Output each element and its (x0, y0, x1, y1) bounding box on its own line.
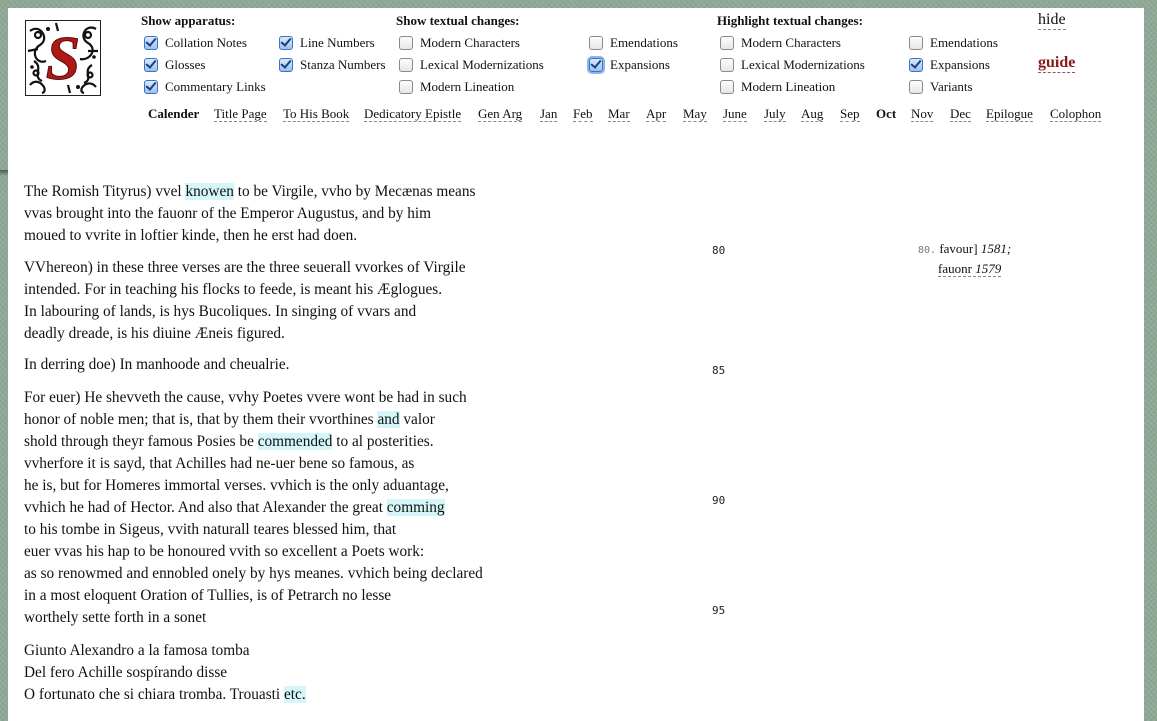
show-lexical-modernizations-option[interactable] (399, 57, 544, 73)
guide-link[interactable]: guide (1038, 54, 1076, 71)
collation-note-lemma: favour] (939, 241, 978, 256)
show-modern-lineation-label: Modern Lineation (420, 79, 515, 94)
highlight-emendations-option[interactable] (909, 35, 998, 51)
text-line: he is, but for Homeres immortal verses. vvhich is the only aduantage, (24, 477, 449, 494)
text-line: honor of noble men; that is, that by them their vvorthines and valor (24, 411, 435, 428)
line-number: 90 (712, 494, 726, 507)
highlight-variants-checkbox[interactable] (909, 80, 923, 94)
logo-illustration (26, 21, 100, 95)
text-line: deadly dreade, is his diuine Æneis figured. (24, 325, 285, 342)
show-collation-notes-option[interactable] (144, 35, 247, 51)
show-line-numbers-checkbox[interactable] (279, 36, 293, 50)
nav-title-page[interactable]: Title Page (214, 106, 267, 121)
nav-june[interactable]: June (723, 106, 747, 121)
line-number: 95 (712, 604, 726, 617)
controls-header (8, 8, 1144, 171)
text-line: For euer) He shevveth the cause, vvhy Poetes vvere wont be had in such (24, 389, 467, 406)
text-line: to his tombe in Sigeus, vvith naturall teares blessed him, that (24, 521, 397, 538)
line-number: 80 (712, 244, 726, 257)
text-line: The Romish Tityrus) vvel knowen to be Virgile, vvho by Mecænas means (24, 183, 476, 200)
nav-colophon[interactable]: Colophon (1050, 106, 1102, 121)
show-line-numbers-option[interactable] (279, 35, 375, 51)
nav-apr[interactable]: Apr (646, 106, 667, 121)
show-glosses-option[interactable] (144, 57, 205, 73)
show-stanza-numbers-label: Stanza Numbers (300, 57, 386, 72)
highlight-variants-option[interactable] (909, 79, 973, 95)
hide-link[interactable]: hide (1038, 11, 1066, 28)
text-line: as so renowmed and ennobled onely by hys meanes. vvhich being declared (24, 565, 483, 582)
text-line: In derring doe) In manhoode and cheualrie. (24, 356, 290, 373)
highlight-modern-lineation-label: Modern Lineation (741, 79, 836, 94)
show-stanza-numbers-checkbox[interactable] (279, 58, 293, 72)
nav-mar[interactable]: Mar (608, 106, 630, 121)
highlighted-expansion: commended (257, 433, 333, 450)
nav-jan[interactable]: Jan (540, 106, 558, 121)
highlight-lexical-modernizations-checkbox[interactable] (720, 58, 734, 72)
text-line: vvas brought into the fauonr of the Emperor Augustus, and by him (24, 205, 432, 222)
show-apparatus-title: Show apparatus: (141, 13, 236, 28)
show-emendations-label: Emendations (610, 35, 678, 50)
nav-july[interactable]: July (764, 106, 786, 121)
nav-oct-current: Oct (876, 106, 897, 121)
show-emendations-option[interactable] (589, 35, 678, 51)
collation-note-variant[interactable]: fauonr 1579 (938, 261, 1002, 276)
show-expansions-option[interactable] (589, 57, 670, 73)
nav-may[interactable]: May (683, 106, 707, 121)
text-line: euer vvas his hap to be honoured vvith so excellent a Poets work: (24, 543, 425, 560)
highlight-variants-label: Variants (930, 79, 973, 94)
highlight-lexical-modernizations-option[interactable] (720, 57, 865, 73)
highlighted-expansion: etc. (284, 686, 306, 703)
collation-note-number: 80. (918, 245, 937, 256)
show-lexical-modernizations-checkbox[interactable] (399, 58, 413, 72)
text-line: VVhereon) in these three verses are the three seuerall vvorkes of Virgile (24, 259, 466, 276)
show-expansions-label: Expansions (610, 57, 670, 72)
show-commentary-links-label: Commentary Links (165, 79, 266, 94)
show-line-numbers-label: Line Numbers (300, 35, 375, 50)
text-line: worthely sette forth in a sonet (24, 609, 207, 626)
line-number: 85 (712, 364, 726, 377)
highlighted-expansion: knowen (185, 183, 234, 200)
nav-feb[interactable]: Feb (573, 106, 593, 121)
show-emendations-checkbox[interactable] (589, 36, 603, 50)
text-line: moued to vvrite in loftier kinde, then he erst had doen. (24, 227, 358, 244)
highlight-modern-lineation-checkbox[interactable] (720, 80, 734, 94)
nav-calender: Calender (148, 106, 200, 121)
nav-nov[interactable]: Nov (911, 106, 934, 121)
highlight-expansions-option[interactable] (909, 57, 990, 73)
show-expansions-checkbox[interactable] (589, 58, 603, 72)
show-modern-characters-option[interactable] (399, 35, 520, 51)
highlight-modern-characters-option[interactable] (720, 35, 841, 51)
nav-sep[interactable]: Sep (840, 106, 860, 121)
show-stanza-numbers-option[interactable] (279, 57, 386, 73)
decorated-initial-logo (25, 20, 101, 96)
text-line: Del fero Achille sospírando disse (24, 664, 228, 681)
highlight-changes-title: Highlight textual changes: (717, 13, 863, 28)
nav-epilogue[interactable]: Epilogue (986, 106, 1033, 121)
collation-note-year1: 1581; (980, 241, 1012, 256)
text-content (8, 170, 1144, 721)
text-line: vvhich he had of Hector. And also that Alexander the great comming (24, 499, 445, 516)
highlight-modern-characters-checkbox[interactable] (720, 36, 734, 50)
highlight-modern-lineation-option[interactable] (720, 79, 835, 95)
show-changes-title: Show textual changes: (396, 13, 520, 28)
show-commentary-links-option[interactable] (144, 79, 266, 95)
highlighted-expansion: comming (386, 499, 445, 516)
highlight-lexical-modernizations-label: Lexical Modernizations (741, 57, 865, 72)
highlight-expansions-checkbox[interactable] (909, 58, 923, 72)
show-commentary-links-checkbox[interactable] (144, 80, 158, 94)
highlight-emendations-checkbox[interactable] (909, 36, 923, 50)
highlighted-expansion: and (377, 411, 400, 428)
show-modern-lineation-checkbox[interactable] (399, 80, 413, 94)
show-lexical-modernizations-label: Lexical Modernizations (420, 57, 544, 72)
text-line: shold through theyr famous Posies be commended to al posterities. (24, 433, 434, 450)
show-collation-notes-label: Collation Notes (165, 35, 247, 50)
nav-dec[interactable]: Dec (950, 106, 971, 121)
text-line: In labouring of lands, is hys Bucoliques. In singing of vvars and (24, 303, 417, 320)
nav-aug[interactable]: Aug (801, 106, 824, 121)
text-line: in a most eloquent Oration of Tullies, is of Petrarch no lesse (24, 587, 392, 604)
collation-note (918, 240, 1011, 278)
show-glosses-label: Glosses (165, 57, 206, 72)
svg-text:S: S (45, 25, 81, 93)
nav-gen-arg[interactable]: Gen Arg (478, 106, 523, 121)
show-glosses-checkbox[interactable] (144, 58, 158, 72)
show-collation-notes-checkbox[interactable] (144, 36, 158, 50)
show-modern-characters-label: Modern Characters (420, 35, 520, 50)
text-line: O fortunato che si chiara tromba. Trouasti etc. (24, 686, 306, 703)
highlight-emendations-label: Emendations (930, 35, 998, 50)
show-modern-characters-checkbox[interactable] (399, 36, 413, 50)
highlight-modern-characters-label: Modern Characters (741, 35, 841, 50)
text-line: vvherfore it is sayd, that Achilles had ne-uer bene so famous, as (24, 455, 415, 472)
highlight-expansions-label: Expansions (930, 57, 990, 72)
show-modern-lineation-option[interactable] (399, 79, 514, 95)
nav-to-his-book[interactable]: To His Book (283, 106, 350, 121)
text-line: intended. For in teaching his flocks to feede, is meant his Æglogues. (24, 281, 443, 298)
nav-dedicatory-epistle[interactable]: Dedicatory Epistle (364, 106, 462, 121)
text-line: Giunto Alexandro a la famosa tomba (24, 642, 250, 659)
